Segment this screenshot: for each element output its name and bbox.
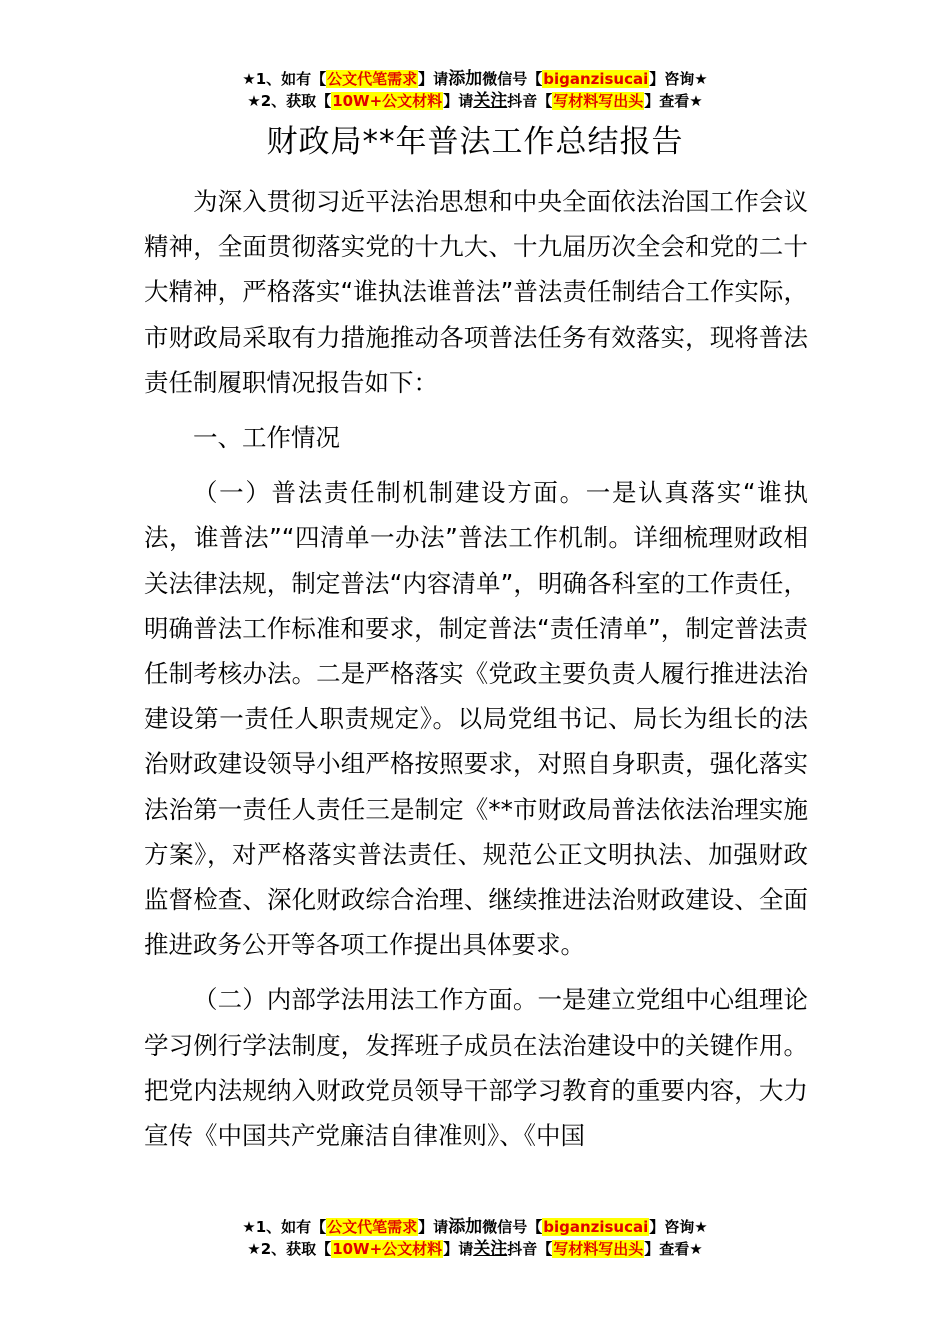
- promo-highlight: biganzisucai: [543, 1218, 649, 1236]
- promo-text: 微信号【: [482, 70, 543, 88]
- promo-text: 】请: [443, 92, 474, 110]
- promo-line-1: [0, 68, 950, 90]
- promo-highlight: 写材料写出头: [553, 1240, 644, 1258]
- promo-highlight: 公文代笔需求: [327, 1218, 418, 1236]
- paragraph-section-1: （一）普法责任制机制建设方面。一是认真落实“谁执法，谁普法”“四清单一办法”普法工作机制。详细梳理财政相关法律法规，制定普法“内容清单”，明确各科室的工作责任，明确普法工作标准和要求，制定普法“责任清单”，制定普法责任制考核办法。二是严格落实《党政主要负责人履行推进法治建设第一责任人职责规定》。以局党组书记、局长为组长的法治财政建设领导小组严格按照要求，对照自身职责，强化落实法治第一责任人责任三是制定《**市财政局普法依法治理实施方案》，对严格落实普法责任、规范公正文明执法、加强财政监督检查、深化财政综合治理、继续推进法治财政建设、全面推进政务公开等各项工作提出具体要求。: [144, 478, 808, 960]
- promo-banner-top: [0, 68, 950, 112]
- paragraph-intro: 为深入贯彻习近平法治思想和中央全面依法治国工作会议精神，全面贯彻落实党的十九大、十九届历次全会和党的二十大精神，严格落实“谁执法谁普法”普法责任制结合工作实际，市财政局采取有力措施推动各项普法任务有效落实，现将普法责任制履职情况报告如下：: [144, 187, 808, 397]
- promo-text: 抖音【: [507, 92, 553, 110]
- paragraph-section-2: （二）内部学法用法工作方面。一是建立党组中心组理论学习例行学法制度，发挥班子成员在法治建设中的关键作用。把党内法规纳入财政党员领导干部学习教育的重要内容，大力宣传《中国共产党廉洁自律准则》、《中国: [144, 985, 808, 1151]
- promo-text: 】查看★: [644, 1240, 703, 1258]
- promo-line-2: [0, 90, 950, 112]
- promo-emphasis: 关注: [473, 1239, 508, 1259]
- promo-emphasis: 添加: [448, 1217, 483, 1237]
- promo-line-2: [0, 1238, 950, 1260]
- promo-highlight: biganzisucai: [543, 70, 649, 88]
- section-heading: 一、工作情况: [193, 423, 340, 453]
- promo-emphasis: 关注: [473, 91, 508, 111]
- promo-highlight: 10W+公文材料: [332, 1240, 443, 1258]
- promo-text: 】咨询★: [649, 70, 708, 88]
- promo-text: 】查看★: [644, 92, 703, 110]
- promo-text: 】咨询★: [649, 1218, 708, 1236]
- promo-highlight: 写材料写出头: [553, 92, 644, 110]
- promo-highlight: 10W+公文材料: [332, 92, 443, 110]
- promo-text: 微信号【: [482, 1218, 543, 1236]
- promo-text: ★2、获取【: [247, 1240, 332, 1258]
- promo-text: 】请: [443, 1240, 474, 1258]
- promo-text: 】请: [418, 1218, 449, 1236]
- promo-line-1: [0, 1216, 950, 1238]
- promo-text: ★2、获取【: [247, 92, 332, 110]
- promo-text: ★1、如有【: [242, 70, 327, 88]
- document-body: [144, 179, 808, 1168]
- promo-banner-bottom: [0, 1216, 950, 1260]
- promo-text: ★1、如有【: [242, 1218, 327, 1236]
- promo-emphasis: 添加: [448, 69, 483, 89]
- promo-highlight: 公文代笔需求: [327, 70, 418, 88]
- promo-text: 】请: [418, 70, 449, 88]
- promo-text: 抖音【: [507, 1240, 553, 1258]
- document-title: 财政局**年普法工作总结报告: [266, 124, 684, 160]
